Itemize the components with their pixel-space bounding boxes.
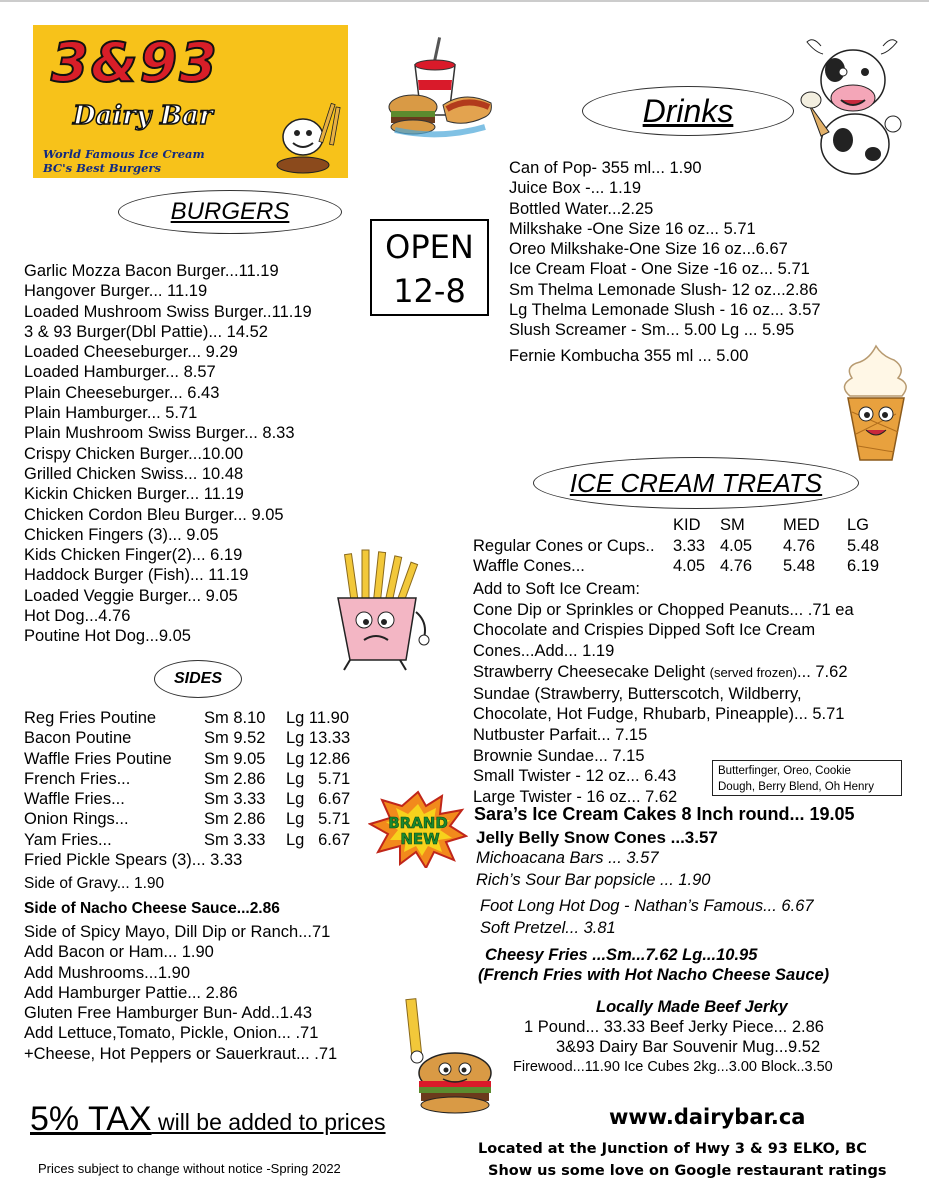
menu-item: Grilled Chicken Swiss... 10.48 xyxy=(24,464,244,483)
menu-item: Slush Screamer - Sm... 5.00 Lg ... 5.95 xyxy=(509,321,795,340)
burger-hotdog-soda-icon xyxy=(385,35,495,140)
cow-mascot-icon xyxy=(795,32,910,177)
jerky-prices: 1 Pound... 33.33 Beef Jerky Piece... 2.86 xyxy=(524,1018,824,1036)
menu-item: Haddock Burger (Fish)... 11.19 xyxy=(24,566,249,585)
menu-item: +Cheese, Hot Peppers or Sauerkraut... .71 xyxy=(24,1044,338,1063)
menu-item: Chocolate, Hot Fudge, Rhubarb, Pineapple)... 5.71 xyxy=(473,705,845,724)
menu-item: Garlic Mozza Bacon Burger...11.19 xyxy=(24,262,279,280)
tax-rate: 5% TAX xyxy=(30,1100,152,1138)
website: www.dairybar.ca xyxy=(609,1105,806,1129)
menu-item: Small Twister - 12 oz... 6.43 xyxy=(473,767,677,786)
menu-item: Milkshake -One Size 16 oz... 5.71 xyxy=(509,219,756,238)
menu-item: Chicken Fingers (3)... 9.05 xyxy=(24,525,219,544)
logo-title: 3&93 xyxy=(51,31,219,94)
menu-item: Add Hamburger Pattie... 2.86 xyxy=(24,983,238,1002)
menu-item: Chicken Cordon Bleu Burger... 9.05 xyxy=(24,505,284,524)
open-hours: 12-8 xyxy=(393,272,466,310)
extras-list xyxy=(24,922,337,1064)
size-header-med: MED xyxy=(783,516,820,534)
drinks-list xyxy=(509,158,821,341)
foot-long-hot-dog: Foot Long Hot Dog - Nathan’s Famous... 6.67 xyxy=(480,897,814,915)
table-row: Regular Cones or Cups.. 3.33 4.05 4.76 5.48 xyxy=(473,536,880,555)
firewood-ice: Firewood...11.90 Ice Cubes 2kg...3.00 Block..3.50 xyxy=(513,1059,833,1075)
menu-item: Hangover Burger... 11.19 xyxy=(24,282,208,301)
table-row: Waffle Cones... 4.05 4.76 5.48 6.19 xyxy=(473,557,880,575)
menu-item: Loaded Veggie Burger... 9.05 xyxy=(24,586,238,605)
ice-cream-cakes: Sara’s Ice Cream Cakes 8 Inch round... 19.05 xyxy=(474,804,855,824)
location: Located at the Junction of Hwy 3 & 93 ELKO, BC xyxy=(478,1141,867,1157)
burgers-list xyxy=(24,261,312,647)
menu-item: Nutbuster Parfait... 7.15 xyxy=(473,725,648,744)
burger-mascot-icon xyxy=(403,995,495,1115)
top-rule xyxy=(0,0,929,2)
menu-item: Brownie Sundae... 7.15 xyxy=(473,746,645,765)
menu-item: Add to Soft Ice Cream: xyxy=(473,580,640,598)
cheesy-fries: Cheesy Fries ...Sm...7.62 Lg...10.95 xyxy=(485,946,758,964)
sides-heading: SIDES xyxy=(154,660,242,698)
menu-item: Sundae (Strawberry, Butterscotch, Wildberry, xyxy=(473,684,802,703)
tax-text: will be added to prices xyxy=(151,1109,386,1135)
menu-item: Cone Dip or Sprinkles or Chopped Peanuts... .71 ea xyxy=(473,600,854,619)
fries-mascot-icon xyxy=(320,548,435,673)
menu-item: Oreo Milkshake-One Size 16 oz...6.67 xyxy=(509,240,788,259)
menu-item: Strawberry Cheesecake Delight (served frozen)... 7.62 xyxy=(473,662,848,681)
menu-item: Plain Hamburger... 5.71 xyxy=(24,404,198,423)
cheesy-fries-description: (French Fries with Hot Nacho Cheese Sauce) xyxy=(478,966,830,984)
snow-cones: Jelly Belly Snow Cones ...3.57 xyxy=(476,828,718,847)
size-header-kid: KID xyxy=(673,516,701,534)
burgers-heading: BURGERS xyxy=(118,190,342,234)
open-hours-box xyxy=(370,219,489,316)
price-disclaimer: Prices subject to change without notice -Spring 2022 xyxy=(38,1161,341,1176)
drinks-heading: Drinks xyxy=(582,86,794,136)
menu-item: Loaded Mushroom Swiss Burger..11.19 xyxy=(24,302,312,321)
menu-item: Gluten Free Hamburger Bun- Add..1.43 xyxy=(24,1004,312,1023)
menu-item: Plain Cheeseburger... 6.43 xyxy=(24,383,220,402)
open-label: OPEN xyxy=(385,228,474,266)
logo-tagline-2: BC's Best Burgers xyxy=(43,161,161,175)
size-header-lg: LG xyxy=(847,516,870,534)
table-row: Onion Rings... Sm 2.86 Lg 5.71 xyxy=(24,810,351,829)
table-row: Yam Fries... Sm 3.33 Lg 6.67 xyxy=(24,830,351,849)
menu-item: Can of Pop- 355 ml... 1.90 xyxy=(509,159,702,177)
menu-item: Fernie Kombucha 355 ml ... 5.00 xyxy=(509,347,749,365)
menu-item: Poutine Hot Dog...9.05 xyxy=(24,627,191,646)
souvenir-mug: 3&93 Dairy Bar Souvenir Mug...9.52 xyxy=(556,1038,821,1056)
brand-new-burst-icon xyxy=(368,790,468,868)
menu-item: 3 & 93 Burger(Dbl Pattie)... 14.52 xyxy=(24,322,268,341)
menu-item: Kickin Chicken Burger... 11.19 xyxy=(24,485,244,504)
menu-item: Sm Thelma Lemonade Slush- 12 oz...2.86 xyxy=(509,280,818,299)
menu-item: Kids Chicken Finger(2)... 6.19 xyxy=(24,546,243,565)
menu-item: Juice Box -... 1.19 xyxy=(509,179,642,198)
menu-item: Large Twister - 16 oz... 7.62 xyxy=(473,788,678,807)
sides-table xyxy=(24,708,350,850)
menu-item: Chocolate and Crispies Dipped Soft Ice Cream xyxy=(473,621,816,640)
michoacana-bars: Michoacana Bars ... 3.57 xyxy=(476,849,659,867)
table-row: French Fries... Sm 2.86 Lg 5.71 xyxy=(24,769,351,788)
fried-pickles: Fried Pickle Spears (3)... 3.33 xyxy=(24,851,243,869)
menu-item: Cones...Add... 1.19 xyxy=(473,642,615,661)
table-row: Reg Fries Poutine Sm 8.10 Lg 11.90 xyxy=(24,709,350,727)
logo-subtitle: Dairy Bar xyxy=(73,101,213,131)
menu-item: Side of Spicy Mayo, Dill Dip or Ranch...71 xyxy=(24,923,331,941)
twister-flavors-box: Butterfinger, Oreo, Cookie Dough, Berry Blend, Oh Henry xyxy=(712,760,902,796)
logo-tagline-1: World Famous Ice Cream xyxy=(43,147,205,161)
ice-cream-heading: ICE CREAM TREATS xyxy=(533,457,859,509)
soft-pretzel: Soft Pretzel... 3.81 xyxy=(480,919,616,937)
side-nacho-cheese: Side of Nacho Cheese Sauce...2.86 xyxy=(24,900,280,917)
menu-item: Loaded Hamburger... 8.57 xyxy=(24,363,216,382)
menu-item: Crispy Chicken Burger...10.00 xyxy=(24,444,244,463)
side-gravy: Side of Gravy... 1.90 xyxy=(24,875,165,892)
menu-item: Plain Mushroom Swiss Burger... 8.33 xyxy=(24,424,295,443)
tax-notice xyxy=(30,1100,386,1139)
chef-mascot-icon xyxy=(269,93,345,175)
menu-item: Add Lettuce,Tomato, Pickle, Onion... .71 xyxy=(24,1024,319,1043)
menu-item: Add Mushrooms...1.90 xyxy=(24,963,190,982)
menu-item: Add Bacon or Ham... 1.90 xyxy=(24,943,214,962)
jerky-heading: Locally Made Beef Jerky xyxy=(596,998,788,1016)
sour-bar: Rich’s Sour Bar popsicle ... 1.90 xyxy=(476,871,711,889)
menu-item: Loaded Cheeseburger... 9.29 xyxy=(24,343,238,362)
menu-item: Ice Cream Float - One Size -16 oz... 5.71 xyxy=(509,260,810,279)
menu-item: Hot Dog...4.76 xyxy=(24,607,131,626)
table-row: Bacon Poutine Sm 9.52 Lg 13.33 xyxy=(24,729,351,748)
cone-price-table xyxy=(473,515,879,577)
brand-new-line-1: BRAND xyxy=(388,814,448,832)
menu-item: Lg Thelma Lemonade Slush - 16 oz... 3.57 xyxy=(509,301,821,320)
ice-cream-cone-mascot-icon xyxy=(836,342,916,468)
google-rating-note: Show us some love on Google restaurant ratings xyxy=(488,1163,887,1179)
size-header-sm: SM xyxy=(720,516,745,534)
table-row: Waffle Fries... Sm 3.33 Lg 6.67 xyxy=(24,790,351,809)
menu-item: Bottled Water...2.25 xyxy=(509,199,654,218)
table-row: Waffle Fries Poutine Sm 9.05 Lg 12.86 xyxy=(24,749,351,768)
brand-new-line-2: NEW xyxy=(400,830,440,848)
logo xyxy=(33,25,348,178)
